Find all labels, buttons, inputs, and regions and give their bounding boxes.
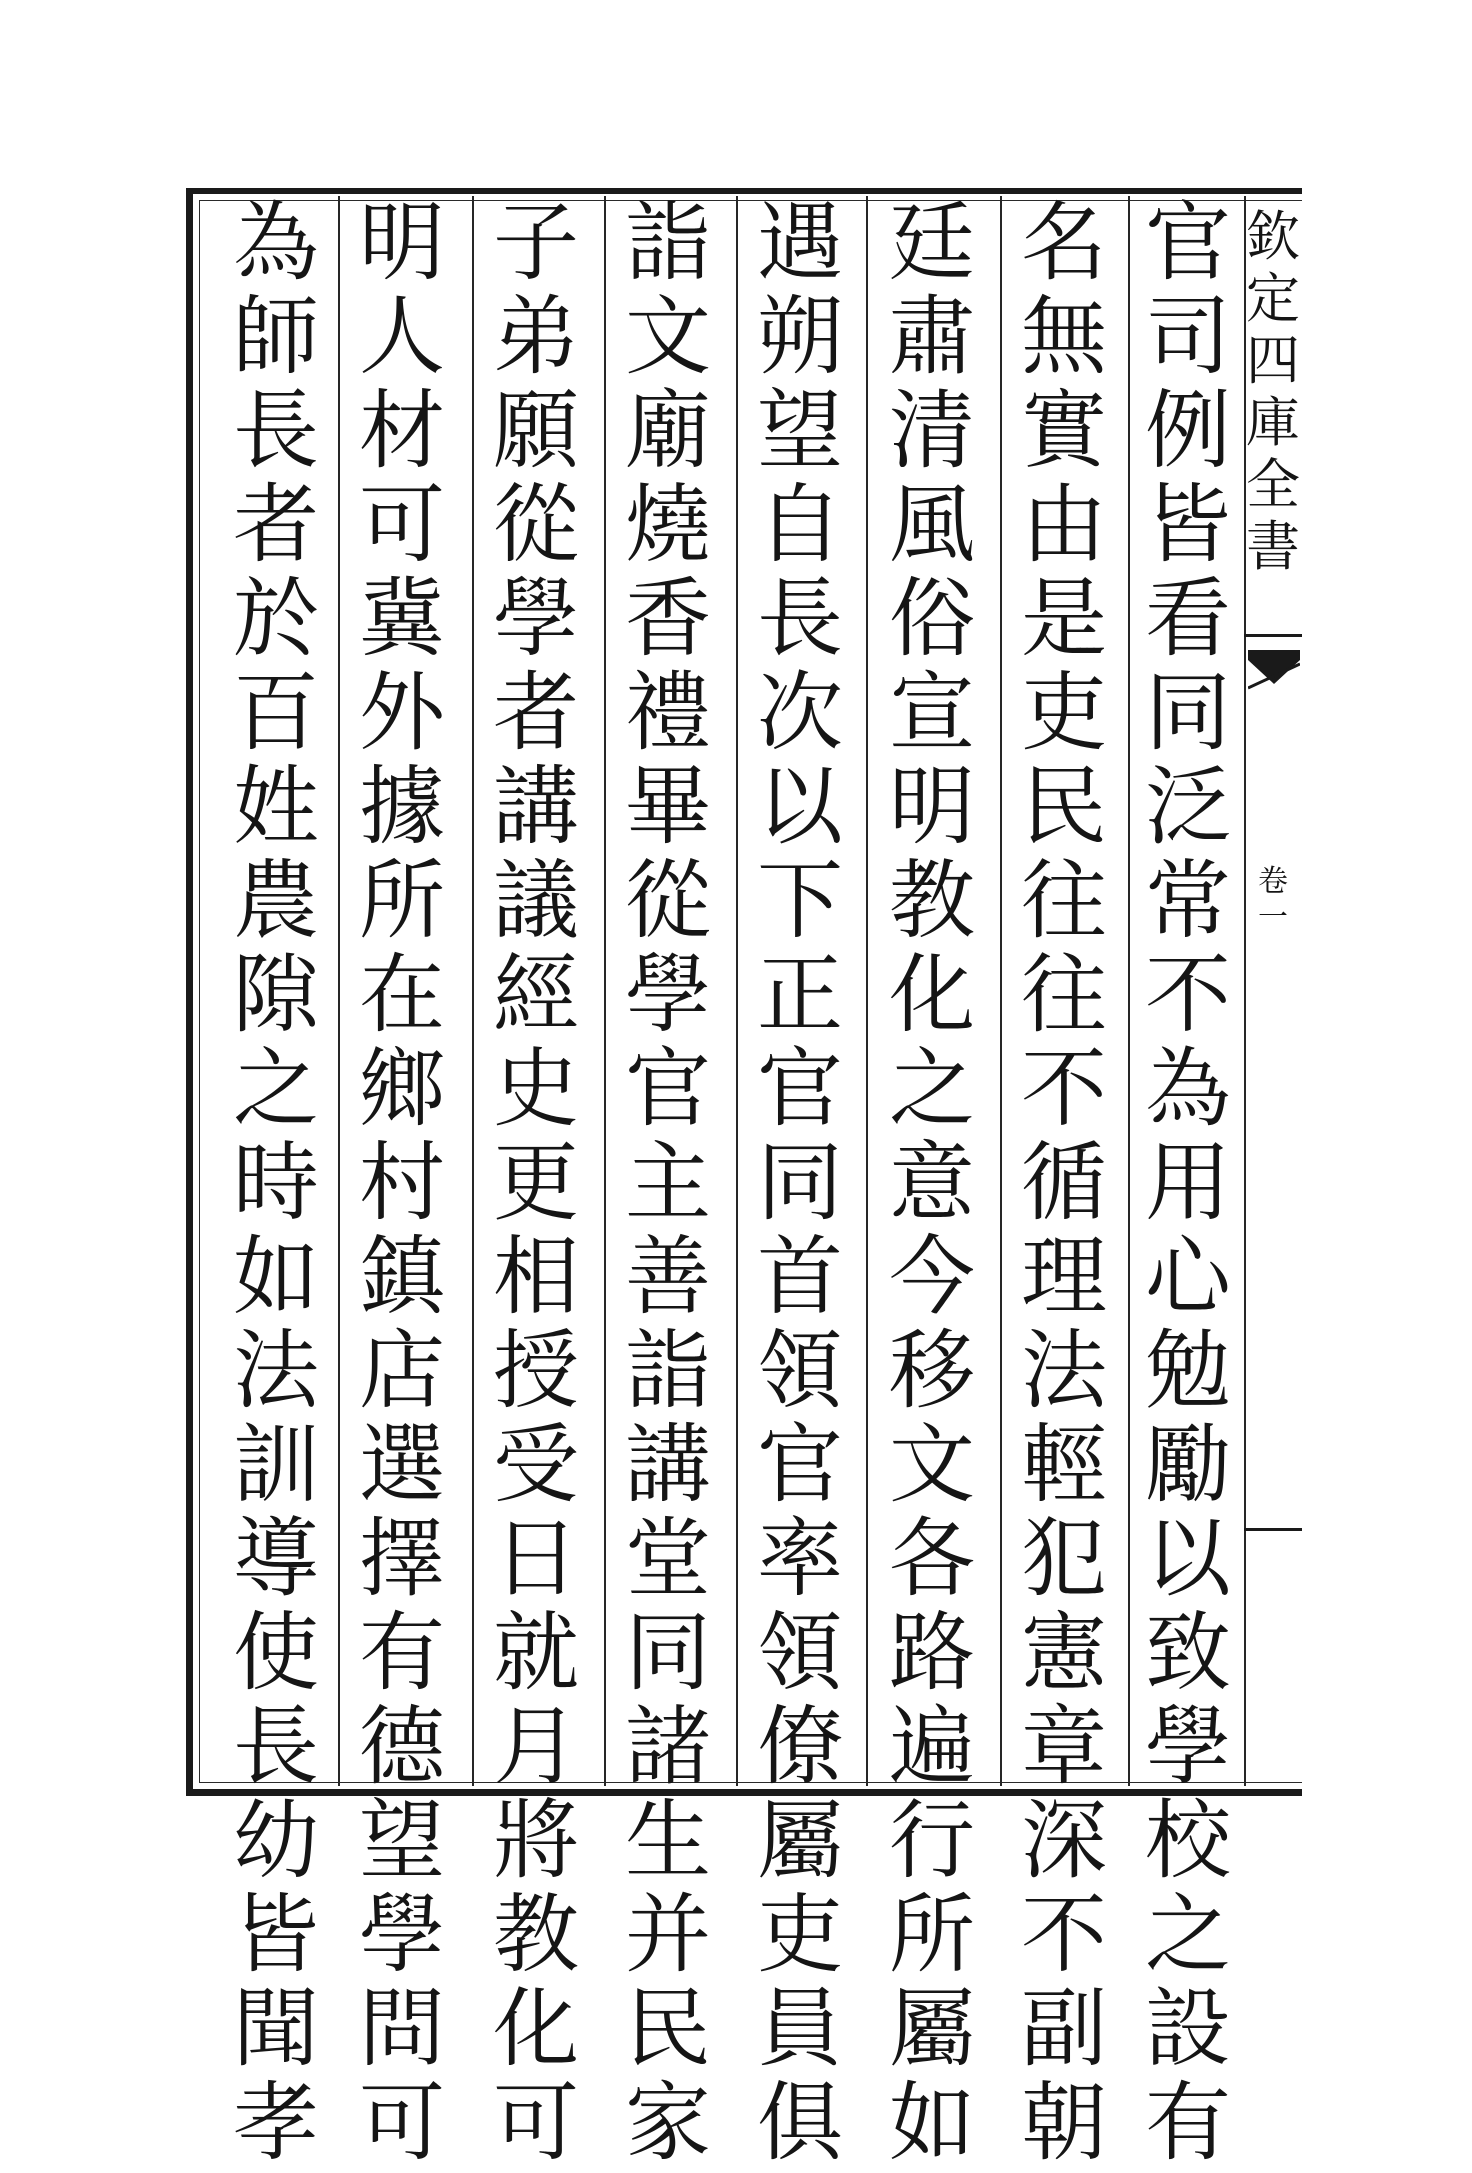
character: 之 bbox=[1145, 1885, 1231, 1985]
character: 問 bbox=[359, 1979, 445, 2079]
character: 店 bbox=[359, 1321, 445, 1421]
character: 皆 bbox=[233, 1885, 319, 1985]
character: 時 bbox=[233, 1133, 319, 1233]
character: 於 bbox=[233, 569, 319, 669]
character: 自 bbox=[757, 475, 843, 575]
character: 聞 bbox=[233, 1979, 319, 2079]
character: 一 bbox=[1258, 900, 1288, 935]
character: 長 bbox=[233, 1697, 319, 1797]
character: 正 bbox=[757, 945, 843, 1045]
character: 往 bbox=[1021, 851, 1107, 951]
character: 遇 bbox=[757, 193, 843, 293]
character: 可 bbox=[493, 2073, 579, 2173]
character: 百 bbox=[233, 663, 319, 763]
character: 相 bbox=[493, 1227, 579, 1327]
character: 使 bbox=[233, 1603, 319, 1703]
character: 教 bbox=[889, 851, 975, 951]
character: 學 bbox=[359, 1885, 445, 1985]
character: 俗 bbox=[889, 569, 975, 669]
character: 文 bbox=[625, 287, 711, 387]
character: 教 bbox=[493, 1885, 579, 1985]
character: 校 bbox=[1145, 1791, 1231, 1891]
character: 今 bbox=[889, 1227, 975, 1327]
character: 在 bbox=[359, 945, 445, 1045]
character: 法 bbox=[233, 1321, 319, 1421]
character: 主 bbox=[625, 1133, 711, 1233]
column-divider bbox=[1128, 196, 1130, 1786]
character: 實 bbox=[1021, 381, 1107, 481]
character: 之 bbox=[233, 1039, 319, 1139]
character: 諸 bbox=[625, 1697, 711, 1797]
character: 民 bbox=[625, 1979, 711, 2079]
character: 肅 bbox=[889, 287, 975, 387]
column-divider bbox=[866, 196, 868, 1786]
character: 化 bbox=[889, 945, 975, 1045]
character: 選 bbox=[359, 1415, 445, 1515]
text-column bbox=[1008, 193, 1120, 2173]
character: 是 bbox=[1021, 569, 1107, 669]
character: 屬 bbox=[889, 1979, 975, 2079]
character: 堂 bbox=[625, 1509, 711, 1609]
column-divider bbox=[604, 196, 606, 1786]
character: 化 bbox=[493, 1979, 579, 2079]
character: 官 bbox=[1145, 193, 1231, 293]
character: 學 bbox=[1145, 1697, 1231, 1797]
column-divider bbox=[736, 196, 738, 1786]
character: 吏 bbox=[757, 1885, 843, 1985]
character: 村 bbox=[359, 1133, 445, 1233]
character: 以 bbox=[757, 757, 843, 857]
character: 冀 bbox=[359, 569, 445, 669]
volume-rule bbox=[1244, 1528, 1302, 1531]
character: 詣 bbox=[625, 1321, 711, 1421]
character: 就 bbox=[493, 1603, 579, 1703]
character: 師 bbox=[233, 287, 319, 387]
character: 日 bbox=[493, 1509, 579, 1609]
character: 各 bbox=[889, 1509, 975, 1609]
character: 官 bbox=[625, 1039, 711, 1139]
character: 行 bbox=[889, 1791, 975, 1891]
character: 幼 bbox=[233, 1791, 319, 1891]
character: 下 bbox=[757, 851, 843, 951]
character: 為 bbox=[1145, 1039, 1231, 1139]
character: 不 bbox=[1021, 1039, 1107, 1139]
column-divider bbox=[1000, 196, 1002, 1786]
character: 從 bbox=[493, 475, 579, 575]
character: 有 bbox=[1145, 2073, 1231, 2173]
character: 擇 bbox=[359, 1509, 445, 1609]
character: 移 bbox=[889, 1321, 975, 1421]
character: 同 bbox=[1145, 663, 1231, 763]
character: 犯 bbox=[1021, 1509, 1107, 1609]
character: 領 bbox=[757, 1321, 843, 1421]
character: 人 bbox=[359, 287, 445, 387]
character: 吏 bbox=[1021, 663, 1107, 763]
character: 路 bbox=[889, 1603, 975, 1703]
character: 學 bbox=[493, 569, 579, 669]
character: 皆 bbox=[1145, 475, 1231, 575]
character: 據 bbox=[359, 757, 445, 857]
character: 僚 bbox=[757, 1697, 843, 1797]
character: 勵 bbox=[1145, 1415, 1231, 1515]
character: 禮 bbox=[625, 663, 711, 763]
character: 畢 bbox=[625, 757, 711, 857]
character: 所 bbox=[889, 1885, 975, 1985]
text-column bbox=[612, 193, 724, 2173]
character: 全 bbox=[1246, 453, 1300, 516]
character: 法 bbox=[1021, 1321, 1107, 1421]
character: 卷 bbox=[1258, 864, 1288, 899]
character: 廷 bbox=[889, 193, 975, 293]
character: 俱 bbox=[757, 2073, 843, 2173]
character: 深 bbox=[1021, 1791, 1107, 1891]
character: 領 bbox=[757, 1603, 843, 1703]
character: 朝 bbox=[1021, 2073, 1107, 2173]
character: 心 bbox=[1145, 1227, 1231, 1327]
character: 同 bbox=[757, 1133, 843, 1233]
character: 為 bbox=[233, 193, 319, 293]
text-column bbox=[346, 193, 458, 2173]
character: 講 bbox=[625, 1415, 711, 1515]
character: 由 bbox=[1021, 475, 1107, 575]
text-column bbox=[220, 193, 332, 2173]
character: 理 bbox=[1021, 1227, 1107, 1327]
character: 例 bbox=[1145, 381, 1231, 481]
character: 生 bbox=[625, 1791, 711, 1891]
column-divider bbox=[338, 196, 340, 1786]
character: 遍 bbox=[889, 1697, 975, 1797]
character: 官 bbox=[757, 1415, 843, 1515]
character: 泛 bbox=[1145, 757, 1231, 857]
character: 農 bbox=[233, 851, 319, 951]
text-column bbox=[744, 193, 856, 2173]
character: 司 bbox=[1145, 287, 1231, 387]
character: 更 bbox=[493, 1133, 579, 1233]
character: 議 bbox=[493, 851, 579, 951]
character: 章 bbox=[1021, 1697, 1107, 1797]
character: 不 bbox=[1145, 945, 1231, 1045]
character: 之 bbox=[889, 1039, 975, 1139]
character: 明 bbox=[359, 193, 445, 293]
character: 有 bbox=[359, 1603, 445, 1703]
character: 願 bbox=[493, 381, 579, 481]
character: 欽 bbox=[1246, 205, 1300, 268]
text-column bbox=[480, 193, 592, 2173]
character: 講 bbox=[493, 757, 579, 857]
character: 憲 bbox=[1021, 1603, 1107, 1703]
character: 庫 bbox=[1246, 391, 1300, 454]
character: 廟 bbox=[625, 381, 711, 481]
character: 經 bbox=[493, 945, 579, 1045]
character: 可 bbox=[359, 475, 445, 575]
character: 勉 bbox=[1145, 1321, 1231, 1421]
character: 鄉 bbox=[359, 1039, 445, 1139]
character: 同 bbox=[625, 1603, 711, 1703]
character: 致 bbox=[1145, 1603, 1231, 1703]
character: 將 bbox=[493, 1791, 579, 1891]
character: 并 bbox=[625, 1885, 711, 1985]
character: 學 bbox=[625, 945, 711, 1045]
character: 副 bbox=[1021, 1979, 1107, 2079]
character: 首 bbox=[757, 1227, 843, 1327]
fishtail-mark bbox=[1248, 650, 1300, 690]
character: 書 bbox=[1246, 515, 1300, 578]
character: 循 bbox=[1021, 1133, 1107, 1233]
character: 授 bbox=[493, 1321, 579, 1421]
character: 月 bbox=[493, 1697, 579, 1797]
character: 定 bbox=[1246, 267, 1300, 330]
character: 可 bbox=[359, 2073, 445, 2173]
character: 家 bbox=[625, 2073, 711, 2173]
character: 燒 bbox=[625, 475, 711, 575]
character: 以 bbox=[1145, 1509, 1231, 1609]
character: 文 bbox=[889, 1415, 975, 1515]
character: 率 bbox=[757, 1509, 843, 1609]
character: 風 bbox=[889, 475, 975, 575]
character: 長 bbox=[757, 569, 843, 669]
character: 看 bbox=[1145, 569, 1231, 669]
character: 朔 bbox=[757, 287, 843, 387]
character: 弟 bbox=[493, 287, 579, 387]
character: 香 bbox=[625, 569, 711, 669]
character: 者 bbox=[493, 663, 579, 763]
character: 望 bbox=[757, 381, 843, 481]
character: 次 bbox=[757, 663, 843, 763]
text-column bbox=[1132, 193, 1244, 2173]
character: 望 bbox=[359, 1791, 445, 1891]
character: 屬 bbox=[757, 1791, 843, 1891]
character: 子 bbox=[493, 193, 579, 293]
character: 如 bbox=[233, 1227, 319, 1327]
volume-label bbox=[1244, 864, 1302, 936]
character: 訓 bbox=[233, 1415, 319, 1515]
character: 孝 bbox=[233, 2073, 319, 2173]
character: 德 bbox=[359, 1697, 445, 1797]
character: 所 bbox=[359, 851, 445, 951]
character: 鎮 bbox=[359, 1227, 445, 1327]
character: 員 bbox=[757, 1979, 843, 2079]
character: 詣 bbox=[625, 193, 711, 293]
book-title bbox=[1244, 206, 1302, 578]
character: 清 bbox=[889, 381, 975, 481]
character: 宣 bbox=[889, 663, 975, 763]
character: 導 bbox=[233, 1509, 319, 1609]
text-column bbox=[876, 193, 988, 2173]
character: 不 bbox=[1021, 1885, 1107, 1985]
character: 史 bbox=[493, 1039, 579, 1139]
character: 官 bbox=[757, 1039, 843, 1139]
character: 姓 bbox=[233, 757, 319, 857]
character: 者 bbox=[233, 475, 319, 575]
margin-strip bbox=[1244, 188, 1302, 1796]
character: 受 bbox=[493, 1415, 579, 1515]
character: 明 bbox=[889, 757, 975, 857]
character: 意 bbox=[889, 1133, 975, 1233]
character: 輕 bbox=[1021, 1415, 1107, 1515]
character: 往 bbox=[1021, 945, 1107, 1045]
character: 隙 bbox=[233, 945, 319, 1045]
character: 名 bbox=[1021, 193, 1107, 293]
character: 常 bbox=[1145, 851, 1231, 951]
character: 外 bbox=[359, 663, 445, 763]
character: 從 bbox=[625, 851, 711, 951]
character: 用 bbox=[1145, 1133, 1231, 1233]
column-divider bbox=[472, 196, 474, 1786]
character: 材 bbox=[359, 381, 445, 481]
character: 四 bbox=[1246, 329, 1300, 392]
character: 如 bbox=[889, 2073, 975, 2173]
character: 民 bbox=[1021, 757, 1107, 857]
character: 長 bbox=[233, 381, 319, 481]
character: 無 bbox=[1021, 287, 1107, 387]
character: 善 bbox=[625, 1227, 711, 1327]
character: 設 bbox=[1145, 1979, 1231, 2079]
title-rule bbox=[1244, 634, 1302, 637]
